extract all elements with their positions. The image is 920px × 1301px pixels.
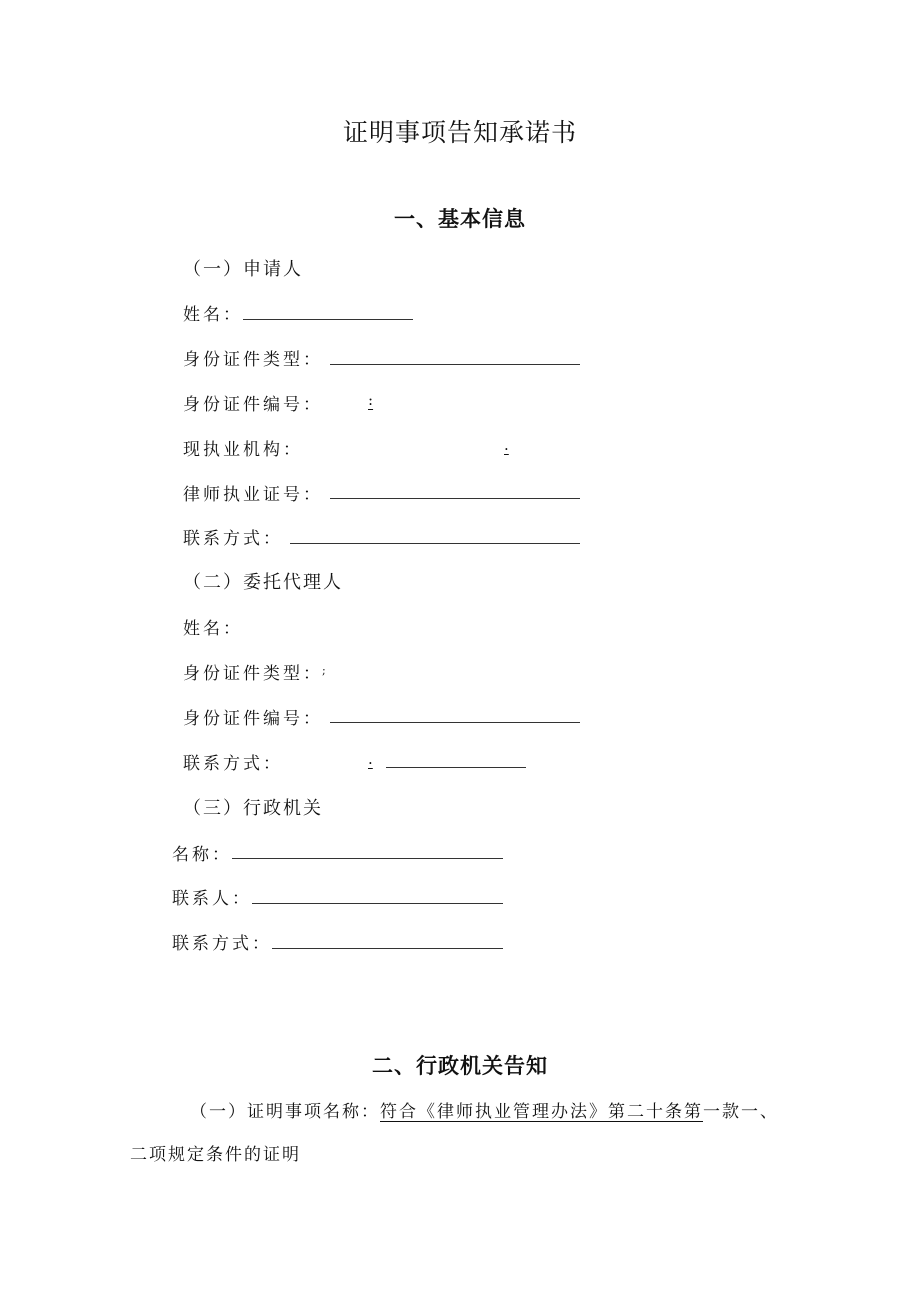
applicant-heading: （一）申请人 (183, 259, 303, 280)
section-heading-basic-info: 一、基本信息 (394, 207, 526, 231)
applicant-org-label: 现执业机构： (183, 440, 303, 460)
authority-contact-person-field[interactable] (252, 903, 503, 904)
applicant-id-number-label: 身份证件编号： (183, 395, 323, 415)
document-title: 证明事项告知承诺书 (342, 118, 577, 147)
applicant-license-label: 律师执业证号： (183, 485, 323, 505)
notice-item-1-prefix: （一）证明事项名称： (190, 1102, 380, 1122)
applicant-name-field[interactable] (243, 319, 413, 320)
authority-heading: （三）行政机关 (183, 798, 323, 819)
agent-name-label: 姓名： (183, 619, 243, 639)
agent-contact-label: 联系方式： (183, 754, 283, 774)
authority-contact-field[interactable] (272, 948, 503, 949)
applicant-org-field[interactable]: . (504, 436, 509, 454)
agent-contact-field[interactable] (386, 767, 526, 768)
agent-contact-mark: . (368, 750, 373, 768)
agent-id-type-label: 身份证件类型： (183, 664, 323, 684)
authority-contact-person-label: 联系人： (172, 889, 252, 909)
notice-item-1 (190, 1097, 779, 1122)
authority-name-label: 名称： (172, 845, 232, 865)
applicant-id-type-field[interactable] (330, 364, 580, 365)
agent-id-number-label: 身份证件编号： (183, 709, 323, 729)
agent-id-number-field[interactable] (330, 722, 580, 723)
authority-contact-label: 联系方式： (172, 934, 272, 954)
notice-item-1-suffix: 一款一、 (703, 1102, 779, 1122)
applicant-contact-field[interactable] (290, 543, 580, 544)
section-heading-authority-notice: 二、行政机关告知 (372, 1054, 548, 1078)
applicant-id-type-label: 身份证件类型： (183, 350, 323, 370)
agent-heading: （二）委托代理人 (183, 572, 343, 593)
applicant-contact-label: 联系方式： (183, 529, 283, 549)
applicant-name-label: 姓名： (183, 305, 243, 325)
notice-item-1-line2: 二项规定条件的证明 (130, 1145, 301, 1165)
authority-name-field[interactable] (232, 858, 503, 859)
notice-item-1-underlined: 符合《律师执业管理办法》第二十条第 (380, 1102, 703, 1122)
applicant-license-field[interactable] (330, 498, 580, 499)
agent-id-type-field[interactable]: ; (322, 664, 326, 677)
applicant-id-number-field[interactable]: : (368, 391, 374, 409)
